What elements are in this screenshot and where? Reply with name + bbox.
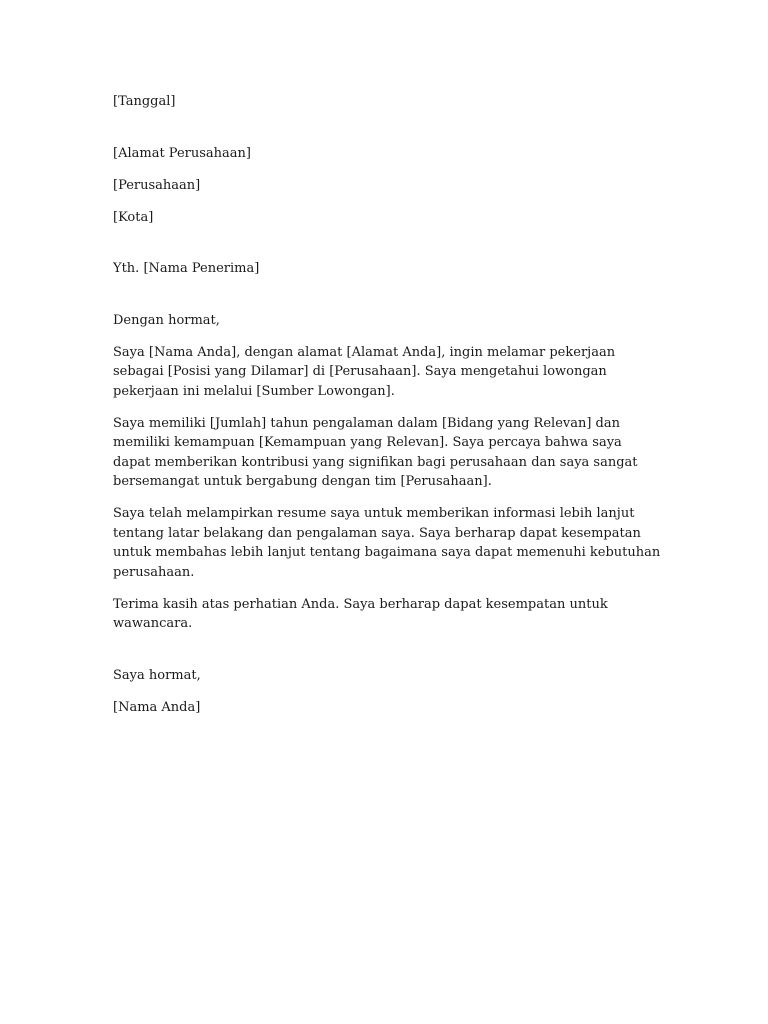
recipient-line: Yth. [Nama Penerima] (113, 261, 260, 276)
signature-name: [Nama Anda] (113, 699, 201, 715)
closing: Saya hormat, (113, 667, 201, 683)
salutation: Dengan hormat, (113, 312, 220, 328)
company-city: [Kota] (113, 209, 154, 225)
body-paragraph-1: Saya [Nama Anda], dengan alamat [Alamat Anda], ingin melamar pekerjaan sebagai [Posisi yang Dilamar] di [Perusahaan]. Saya mengetahui lowongan pekerjaan ini melalui [Sumber Lowongan]. (113, 344, 616, 399)
company-name: [Perusahaan] (113, 177, 201, 193)
body-paragraph-2: Saya memiliki [Jumlah] tahun pengalaman dalam [Bidang yang Relevan] dan memiliki kemampuan [Kemampuan yang Relevan]. Saya percaya bahwa saya dapat memberikan kontribusi yang signifikan bagi perusahaan dan saya sangat bersemangat untuk bergabung dengan tim [Perusahaan]. (113, 415, 638, 489)
cover-letter (113, 92, 661, 717)
company-address: [Alamat Perusahaan] (113, 145, 251, 161)
body-paragraph-4: Terima kasih atas perhatian Anda. Saya berharap dapat kesempatan untuk wawancara. (113, 596, 608, 631)
letter-date: [Tanggal] (113, 94, 176, 109)
body-paragraph-3: Saya telah melampirkan resume saya untuk memberikan informasi lebih lanjut tentang latar belakang dan pengalaman saya. Saya berharap dapat kesempatan untuk membahas lebih lanjut tentang bagaimana saya dapat memenuhi kebutuhan perusahaan. (113, 506, 661, 580)
